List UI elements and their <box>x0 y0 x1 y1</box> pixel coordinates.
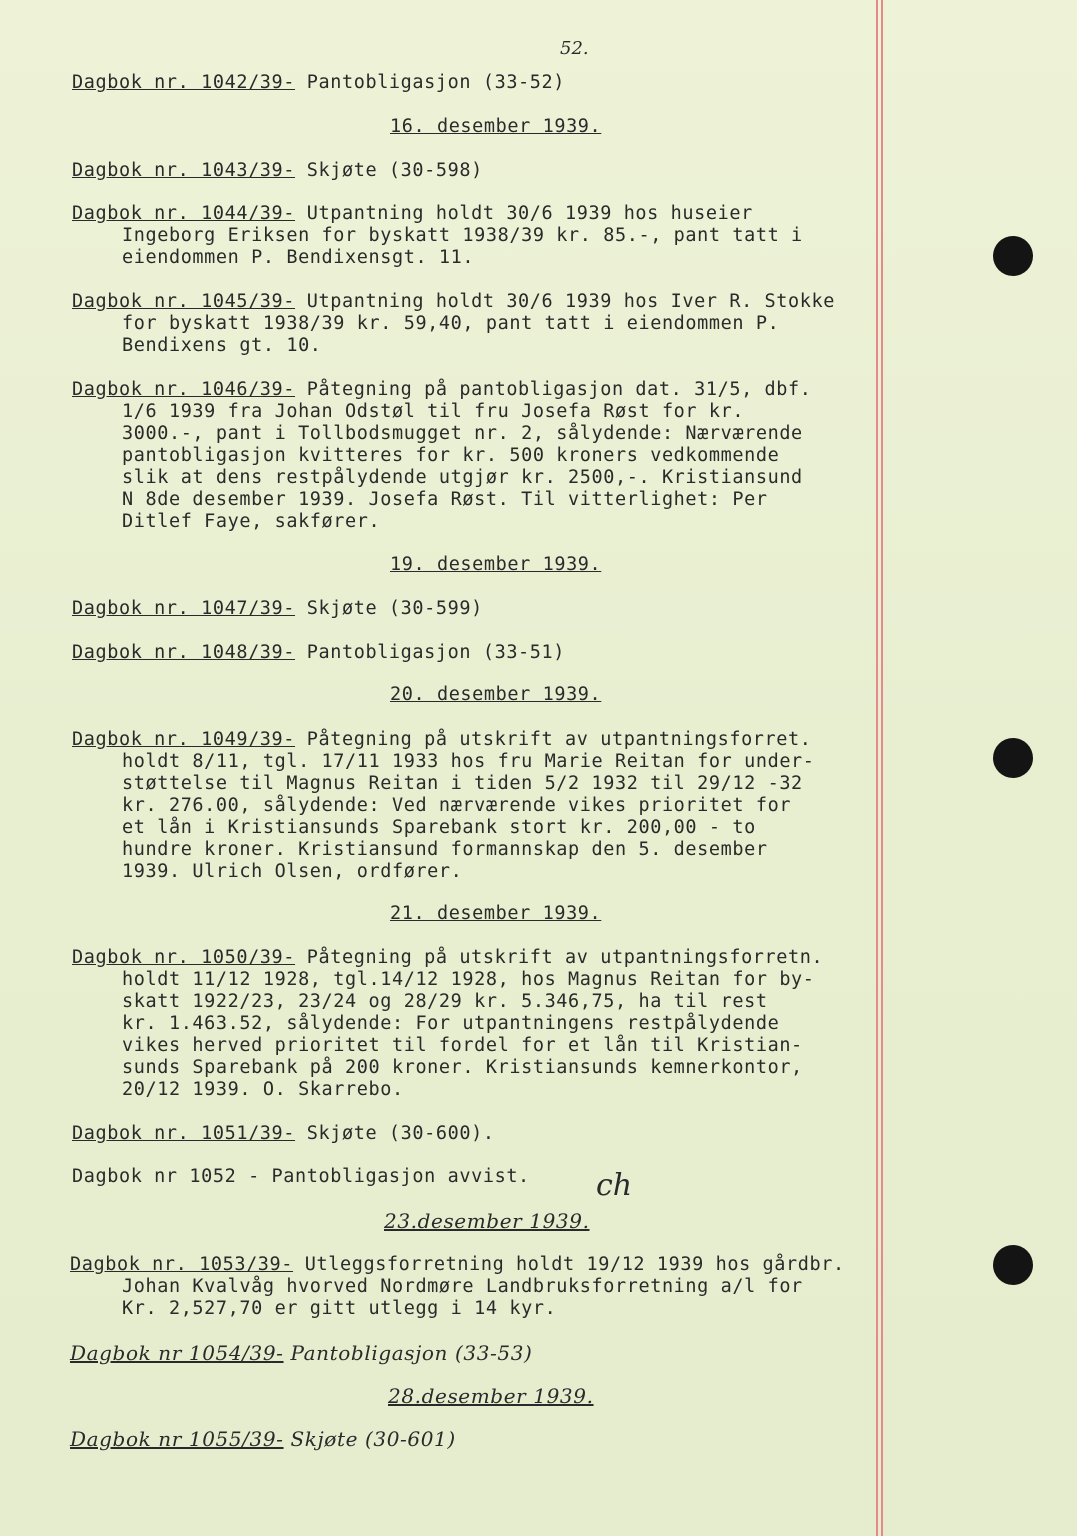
entry-line: eiendommen P. Bendixensgt. 11. <box>122 247 475 268</box>
entry-line: vikes herved prioritet til fordel for et lån til Kristian- <box>122 1035 803 1056</box>
date-heading: 20. desember 1939. <box>390 684 602 705</box>
entry-head: Dagbok nr 1055/39- <box>70 1427 284 1451</box>
margin-rule-left <box>876 0 878 1536</box>
entry-text: - Pantobligasjon avvist. <box>236 1166 530 1187</box>
entry-text: Påtegning på utskrift av utpantningsforret. <box>295 729 812 750</box>
entry-line: 1939. Ulrich Olsen, ordfører. <box>122 861 463 882</box>
entry-line: Bendixens gt. 10. <box>122 335 322 356</box>
entry-line: et lån i Kristiansunds Sparebank stort kr. 200,00 - to <box>122 817 756 838</box>
entry-line: kr. 1.463.52, sålydende: For utpantningens restpålydende <box>122 1013 780 1034</box>
entry-line: for byskatt 1938/39 kr. 59,40, pant tatt i eiendommen P. <box>122 313 780 334</box>
page-number: 52. <box>560 38 589 59</box>
entry-head: Dagbok nr. 1048/39- <box>72 642 296 663</box>
entry-line: støttelse til Magnus Reitan i tiden 5/2 1932 til 29/12 -32 <box>122 773 803 794</box>
entry-text: Skjøte (30-598) <box>295 160 483 181</box>
date-heading: 19. desember 1939. <box>390 554 602 575</box>
entry-1048 <box>72 642 565 664</box>
entry-1049 <box>72 729 812 751</box>
entry-line: Ingeborg Eriksen for byskatt 1938/39 kr. 85.-, pant tatt i <box>122 225 803 246</box>
entry-line: skatt 1922/23, 23/24 og 28/29 kr. 5.346,75, ha til rest <box>122 991 768 1012</box>
entry-line: Ditlef Faye, sakfører. <box>122 511 381 532</box>
entry-1044 <box>72 203 753 225</box>
entry-line: 20/12 1939. O. Skarrebo. <box>122 1079 404 1100</box>
entry-1045 <box>72 291 835 313</box>
entry-text: Utpantning holdt 30/6 1939 hos huseier <box>295 203 753 224</box>
entry-1043 <box>72 160 483 182</box>
entry-text: Utleggsforretning holdt 19/12 1939 hos gårdbr. <box>293 1254 845 1275</box>
entry-line: N 8de desember 1939. Josefa Røst. Til vitterlighet: Per <box>122 489 768 510</box>
entry-line: 1/6 1939 fra Johan Odstøl til fru Josefa Røst for kr. <box>122 401 745 422</box>
entry-1047 <box>72 598 483 620</box>
entry-head: Dagbok nr. 1044/39- <box>72 203 296 224</box>
date-heading: 21. desember 1939. <box>390 903 602 924</box>
entry-1053 <box>70 1254 845 1276</box>
entry-1046 <box>72 379 812 401</box>
entry-1042 <box>72 72 565 94</box>
entry-head: Dagbok nr. 1053/39- <box>70 1254 294 1275</box>
entry-line: holdt 11/12 1928, tgl.14/12 1928, hos Magnus Reitan for by- <box>122 969 815 990</box>
date-heading: 23.desember 1939. <box>384 1209 590 1233</box>
entry-line: sunds Sparebank på 200 kroner. Kristiansunds kemnerkontor, <box>122 1057 803 1078</box>
entry-1054 <box>70 1342 532 1364</box>
entry-line: 3000.-, pant i Tollbodsmugget nr. 2, sålydende: Nærværende <box>122 423 803 444</box>
entry-text: Pantobligasjon (33-52) <box>295 72 566 93</box>
entry-text: Utpantning holdt 30/6 1939 hos Iver R. Stokke <box>295 291 835 312</box>
entry-1055 <box>70 1428 456 1450</box>
entry-line: Kr. 2,527,70 er gitt utlegg i 14 kyr. <box>122 1298 557 1319</box>
entry-line: pantobligasjon kvitteres for kr. 500 kroners vedkommende <box>122 445 780 466</box>
entry-text: Skjøte (30-600). <box>295 1123 495 1144</box>
entry-text: Pantobligasjon (33-51) <box>295 642 566 663</box>
entry-head: Dagbok nr 1054/39- <box>70 1341 284 1365</box>
punch-hole-bottom <box>993 1245 1033 1285</box>
punch-hole-top <box>993 236 1033 276</box>
entry-line: slik at dens restpålydende utgjør kr. 2500,-. Kristiansund <box>122 467 803 488</box>
entry-1052 <box>72 1166 530 1188</box>
entry-head: Dagbok nr. 1043/39- <box>72 160 296 181</box>
entry-text: Skjøte (30-599) <box>295 598 483 619</box>
entry-1050 <box>72 947 823 969</box>
entry-text: Skjøte (30-601) <box>283 1427 456 1451</box>
entry-text: Påtegning på pantobligasjon dat. 31/5, dbf. <box>295 379 812 400</box>
entry-head: Dagbok nr. 1042/39- <box>72 72 296 93</box>
entry-head: Dagbok nr. 1046/39- <box>72 379 296 400</box>
entry-head: Dagbok nr. 1051/39- <box>72 1123 296 1144</box>
entry-line: Johan Kvalvåg hvorved Nordmøre Landbruksforretning a/l for <box>122 1276 803 1297</box>
entry-line: hundre kroner. Kristiansund formannskap den 5. desember <box>122 839 768 860</box>
date-heading: 28.desember 1939. <box>388 1384 594 1408</box>
entry-head: Dagbok nr. 1047/39- <box>72 598 296 619</box>
entry-head: Dagbok nr 1052 <box>72 1166 237 1187</box>
margin-rule-right <box>881 0 883 1536</box>
entry-line: kr. 276.00, sålydende: Ved nærværende vikes prioritet for <box>122 795 792 816</box>
entry-1051 <box>72 1123 495 1145</box>
entry-text: Pantobligasjon (33-53) <box>283 1341 533 1365</box>
punch-hole-middle <box>993 738 1033 778</box>
entry-head: Dagbok nr. 1050/39- <box>72 947 296 968</box>
handwritten-signature: ch <box>596 1168 633 1203</box>
entry-head: Dagbok nr. 1049/39- <box>72 729 296 750</box>
entry-line: holdt 8/11, tgl. 17/11 1933 hos fru Marie Reitan for under- <box>122 751 815 772</box>
entry-text: Påtegning på utskrift av utpantningsforretn. <box>295 947 824 968</box>
date-heading: 16. desember 1939. <box>390 116 602 137</box>
entry-head: Dagbok nr. 1045/39- <box>72 291 296 312</box>
